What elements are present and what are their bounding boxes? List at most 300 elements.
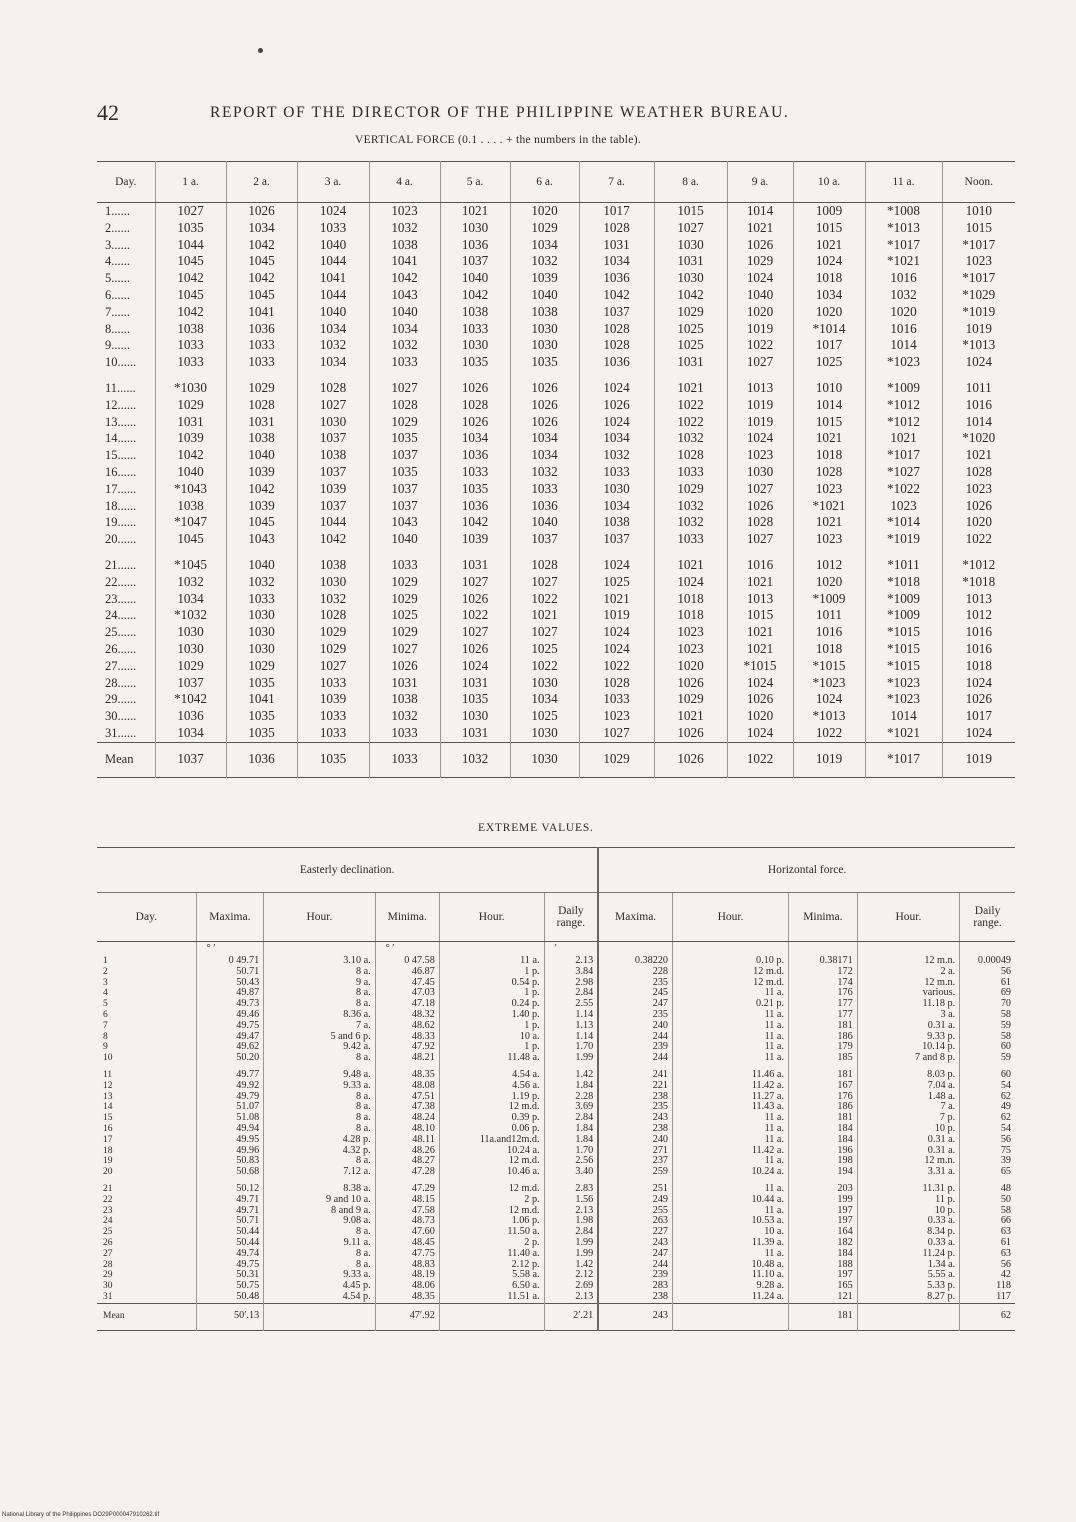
value-cell: 11 a. [673,1042,789,1053]
value-cell: 1028 [297,607,369,624]
value-cell: 0.38220 [598,956,672,967]
day-cell: 23 [97,1206,196,1217]
value-cell: 1039 [155,430,226,447]
value-cell: 65 [1000,1166,1011,1178]
value-cell: 1028 [226,397,297,414]
value-cell: 176 [789,1092,858,1103]
value-cell: 70 [1000,998,1011,1010]
value-cell: 48.33 [375,1032,439,1043]
day-cell: 5...... [97,270,155,287]
value-cell: 1009 [793,203,865,220]
value-cell: 179 [789,1042,858,1053]
value-cell: 1013 [965,590,992,606]
value-cell: 1035 [226,725,297,742]
value-cell: 1032 [654,430,727,447]
value-cell: 249 [598,1195,672,1206]
value-cell: *1043 [155,481,226,498]
value-cell: 59 [1000,1052,1011,1064]
value-cell: 11.31 p. [857,1184,959,1195]
value-cell: 0.54 p. [439,978,544,989]
day-cell: 9 [97,1042,196,1053]
column-header: 9 a. [727,162,793,203]
value-cell: 48.45 [375,1238,439,1249]
spacer-cell [865,371,942,380]
value-cell: 1035 [155,220,226,237]
value-cell: 11 a. [673,1113,789,1124]
table-row [97,531,1015,548]
value-cell: 7 and 8 p. [857,1053,959,1064]
value-cell: 1035 [440,481,510,498]
value-cell: 2.69 [544,1281,598,1292]
mean-value: 1037 [155,742,226,777]
value-cell: 1027 [510,574,579,591]
table-row [97,978,1015,989]
value-cell: 1024 [297,203,369,220]
value-cell: *1023 [865,675,942,692]
value-cell: 1029 [654,304,727,321]
value-cell: 2.84 [544,1113,598,1124]
running-head: REPORT OF THE DIRECTOR OF THE PHILIPPINE WEATHER BUREAU. [210,104,790,121]
value-cell: 1023 [654,641,727,658]
value-cell: 1020 [727,304,793,321]
spacer-cell [297,371,369,380]
value-cell: 1043 [369,287,440,304]
value-cell: 1025 [579,574,654,591]
mean-label: Mean [97,742,155,777]
value-cell: *1021 [865,253,942,270]
value-cell: *1015 [727,658,793,675]
value-cell: 11.46 a. [673,1070,789,1081]
value-cell: 1037 [579,531,654,548]
value-cell: 1034 [297,321,369,338]
value-cell: 1036 [440,447,510,464]
value-cell: 1.70 [544,1042,598,1053]
value-cell: 1040 [155,464,226,481]
value-cell: 1029 [155,397,226,414]
value-cell: 1042 [226,270,297,287]
value-cell: *1018 [962,573,996,589]
value-cell: 1040 [226,557,297,574]
value-cell: 1023 [965,253,992,269]
value-cell: 49 [1000,1101,1011,1113]
value-cell: 1.99 [544,1053,598,1064]
day-cell: 20...... [97,531,155,548]
value-cell: 1037 [369,481,440,498]
value-cell: *1023 [865,354,942,371]
value-cell: 1026 [579,397,654,414]
value-cell: 9.48 a. [264,1070,375,1081]
day-cell: 16...... [97,464,155,481]
day-cell: 5 [97,999,196,1010]
value-cell: 1031 [440,675,510,692]
value-cell: 1028 [965,463,992,479]
value-cell: 46.87 [375,967,439,978]
value-cell: 1.40 p. [439,1010,544,1021]
table-row [97,591,1015,608]
day-cell: 18 [97,1146,196,1157]
table-row [97,354,1015,371]
day-cell: 11 [97,1070,196,1081]
unit-row [97,942,1015,957]
value-cell: 11 a. [673,1249,789,1260]
table-row [97,1249,1015,1260]
easterly-declination-header: Easterly declination. [97,848,598,893]
value-cell: 1030 [226,641,297,658]
value-cell: 1024 [440,658,510,675]
value-cell: 2.55 [544,999,598,1010]
value-cell: 1031 [369,675,440,692]
value-cell: 47.38 [375,1102,439,1113]
value-cell: 0.31 a. [857,1146,959,1157]
value-cell: 48.11 [375,1135,439,1146]
value-cell: 11.50 a. [439,1227,544,1238]
value-cell: 1043 [226,531,297,548]
value-cell: 1027 [579,725,654,742]
value-cell: 1010 [965,203,992,218]
value-cell: 8 a. [264,1227,375,1238]
value-cell: 9.28 a. [673,1281,789,1292]
value-cell: 1031 [155,414,226,431]
value-cell: 7 p. [857,1113,959,1124]
group-header-row [97,848,1015,893]
value-cell: 48.35 [375,1070,439,1081]
value-cell: 1035 [226,708,297,725]
table-row [97,607,1015,624]
value-cell: 1037 [369,498,440,515]
value-cell: 1035 [226,675,297,692]
value-cell: 1037 [297,430,369,447]
value-cell: 1023 [793,531,865,548]
value-cell: 8.36 a. [264,1010,375,1021]
day-cell: 10...... [97,354,155,371]
value-cell: 1030 [440,220,510,237]
value-cell: 194 [789,1167,858,1178]
value-cell: 2.83 [544,1184,598,1195]
value-cell: 8 and 9 a. [264,1206,375,1217]
value-cell: 1029 [510,220,579,237]
value-cell: 1024 [727,430,793,447]
value-cell: 48.19 [375,1270,439,1281]
day-cell: 12...... [97,397,155,414]
value-cell: 7 a. [857,1102,959,1113]
value-cell: 245 [598,988,672,999]
value-cell: 1027 [369,641,440,658]
table-row [97,1238,1015,1249]
value-cell: 1015 [727,607,793,624]
column-header: Hour. [673,893,789,942]
value-cell: 51.07 [196,1102,264,1113]
value-cell: *1021 [793,498,865,515]
value-cell: 4.45 p. [264,1281,375,1292]
day-cell: 1 [97,956,196,967]
value-cell: 1023 [369,203,440,220]
day-cell: 25 [97,1227,196,1238]
table-row [97,1070,1015,1081]
value-cell: 8.38 a. [264,1184,375,1195]
value-cell: 48.26 [375,1146,439,1157]
column-header: 10 a. [793,162,865,203]
value-cell: 1033 [369,725,440,742]
value-cell: 1040 [510,514,579,531]
value-cell: *1023 [793,675,865,692]
spacer-cell [510,548,579,557]
value-cell: 1035 [440,354,510,371]
column-header: 4 a. [369,162,440,203]
value-cell: 3.10 a. [264,956,375,967]
value-cell: 49.74 [196,1249,264,1260]
value-cell: 10.44 a. [673,1195,789,1206]
value-cell: 1022 [727,337,793,354]
value-cell: 1015 [793,414,865,431]
value-cell: 1021 [727,641,793,658]
day-cell: 12 [97,1081,196,1092]
value-cell: 1031 [579,237,654,254]
value-cell: 239 [598,1042,672,1053]
column-header: Noon. [942,162,1015,203]
mean-value: 2′.21 [544,1303,598,1330]
value-cell: *1021 [865,725,942,742]
mean-value: 1019 [942,742,1015,777]
value-cell: 2.84 [544,988,598,999]
value-cell: 1020 [865,304,942,321]
value-cell: 1031 [226,414,297,431]
value-cell: 8 a. [264,1092,375,1103]
table-row [97,1124,1015,1135]
value-cell: 50.83 [196,1156,264,1167]
value-cell: 75 [1000,1144,1011,1156]
day-cell: 8 [97,1032,196,1043]
spacer-cell [369,371,440,380]
value-cell: 1033 [226,354,297,371]
value-cell: *1017 [962,236,996,252]
spacer-cell [727,371,793,380]
value-cell: 49.73 [196,999,264,1010]
value-cell: 1026 [654,675,727,692]
mean-label: Mean [97,1303,196,1330]
extreme-values-heading: EXTREME VALUES. [478,822,594,834]
value-cell: 1017 [579,203,654,220]
day-cell: 14 [97,1102,196,1113]
value-cell: 1034 [510,430,579,447]
value-cell: 2.12 [544,1270,598,1281]
value-cell: 63 [1000,1247,1011,1259]
value-cell: *1009 [865,380,942,397]
table-row [97,691,1015,708]
value-cell: 1032 [510,464,579,481]
day-cell: 11...... [97,380,155,397]
value-cell: 1032 [297,591,369,608]
value-cell: 47.18 [375,999,439,1010]
spacer-cell [793,371,865,380]
value-cell: 1032 [654,514,727,531]
value-cell: 1.98 [544,1216,598,1227]
table-row [97,1292,1015,1303]
extreme-values-table [97,847,1015,1331]
value-cell: 49.87 [196,988,264,999]
value-cell: 47.45 [375,978,439,989]
table-row [97,1156,1015,1167]
value-cell: 50.48 [196,1292,264,1303]
unit-cell [97,942,196,957]
value-cell: 1037 [297,498,369,515]
value-cell: 1036 [579,270,654,287]
day-cell: 13...... [97,414,155,431]
value-cell: 58 [1000,1030,1011,1042]
value-cell: 237 [598,1156,672,1167]
value-cell: 49.75 [196,1021,264,1032]
table-row [97,675,1015,692]
value-cell: 244 [598,1053,672,1064]
value-cell: 9 a. [264,978,375,989]
value-cell: 1038 [155,498,226,515]
column-header: 2 a. [226,162,297,203]
spacer-cell [727,548,793,557]
value-cell: 1033 [440,464,510,481]
value-cell: 11.48 a. [439,1053,544,1064]
day-cell: 31 [97,1292,196,1303]
value-cell: 5.55 a. [857,1270,959,1281]
value-cell: 12 m.d. [439,1206,544,1217]
value-cell: 1038 [226,430,297,447]
value-cell: *1012 [962,556,996,572]
value-cell: 49.95 [196,1135,264,1146]
value-cell: 1045 [155,253,226,270]
value-cell: 1034 [510,447,579,464]
unit-cell: ° ′ [375,942,439,957]
value-cell: 1029 [369,591,440,608]
value-cell: 263 [598,1216,672,1227]
value-cell: 1022 [654,397,727,414]
value-cell: 1021 [654,708,727,725]
mean-row [97,1303,1015,1330]
value-cell: 0.31 a. [857,1135,959,1146]
value-cell: 1032 [369,220,440,237]
value-cell: 1044 [297,514,369,531]
column-header: Daily range. [960,893,1015,942]
value-cell: 1.34 a. [857,1260,959,1271]
value-cell: 182 [789,1238,858,1249]
value-cell: 1039 [226,498,297,515]
value-cell: 1030 [440,708,510,725]
value-cell: 1027 [440,574,510,591]
value-cell: *1047 [155,514,226,531]
value-cell: 9.11 a. [264,1238,375,1249]
value-cell: 0.31 a. [857,1021,959,1032]
mean-value: 1033 [369,742,440,777]
value-cell: 1027 [369,380,440,397]
value-cell: 48.83 [375,1260,439,1271]
value-cell: 1032 [369,337,440,354]
value-cell: 1018 [793,641,865,658]
value-cell: 1036 [510,498,579,515]
value-cell: 4.28 p. [264,1135,375,1146]
value-cell: 117 [996,1290,1011,1302]
value-cell: 11.40 a. [439,1249,544,1260]
value-cell: 60 [1000,1068,1011,1080]
value-cell: 1030 [440,337,510,354]
value-cell: 1023 [865,498,942,515]
value-cell: 1024 [965,724,992,740]
value-cell: 59 [1000,1019,1011,1031]
value-cell: *1029 [962,286,996,302]
mean-value: 62 [960,1303,1015,1330]
value-cell: 1026 [440,591,510,608]
value-cell: 61 [1000,1236,1011,1248]
day-cell: 28 [97,1260,196,1271]
value-cell: 1023 [579,708,654,725]
value-cell: 47.58 [375,1206,439,1217]
value-cell: 1041 [226,304,297,321]
day-cell: 27...... [97,658,155,675]
value-cell: 197 [789,1206,858,1217]
value-cell: 56 [1000,1133,1011,1145]
value-cell: 2.98 [544,978,598,989]
value-cell: 49.75 [196,1260,264,1271]
value-cell: 244 [598,1260,672,1271]
value-cell: 11.24 a. [673,1292,789,1303]
value-cell: 1034 [510,237,579,254]
value-cell: *1020 [962,430,996,446]
value-cell: 1018 [965,657,992,673]
table-row [97,414,1015,431]
unit-cell [960,942,1015,957]
value-cell: 235 [598,1102,672,1113]
value-cell: 1013 [727,591,793,608]
value-cell: 1015 [793,220,865,237]
value-cell: 174 [789,978,858,989]
value-cell: 10.24 a. [673,1167,789,1178]
column-header: Daily range. [544,893,598,942]
value-cell: 1016 [965,640,992,656]
value-cell: 1028 [297,380,369,397]
value-cell: 47.03 [375,988,439,999]
value-cell: 1040 [226,447,297,464]
value-cell: 1027 [727,481,793,498]
value-cell: 1042 [440,287,510,304]
value-cell: 1038 [297,557,369,574]
value-cell: 1023 [793,481,865,498]
value-cell: 1024 [579,414,654,431]
value-cell: 50.44 [196,1227,264,1238]
value-cell: 1029 [369,414,440,431]
value-cell: 7 a. [264,1021,375,1032]
value-cell: *1013 [962,337,996,353]
value-cell: 1.14 [544,1010,598,1021]
value-cell: 1012 [793,557,865,574]
value-cell: 1024 [579,641,654,658]
value-cell: 1.84 [544,1135,598,1146]
value-cell: 47.29 [375,1184,439,1195]
unit-cell [598,942,672,957]
unit-cell: ′ [544,942,598,957]
value-cell: 9.33 a. [264,1270,375,1281]
value-cell: *1015 [865,624,942,641]
value-cell: 1021 [965,447,992,463]
value-cell: 247 [598,1249,672,1260]
value-cell: 1.14 [544,1032,598,1043]
value-cell: 1042 [155,447,226,464]
value-cell: 1034 [793,287,865,304]
value-cell: 1034 [155,591,226,608]
value-cell: 10.48 a. [673,1260,789,1271]
spacer-cell [297,548,369,557]
value-cell: 1026 [727,498,793,515]
value-cell: 235 [598,978,672,989]
value-cell: 50.20 [196,1053,264,1064]
value-cell: 1040 [369,531,440,548]
value-cell: 1040 [297,237,369,254]
value-cell: 3.31 a. [857,1167,959,1178]
